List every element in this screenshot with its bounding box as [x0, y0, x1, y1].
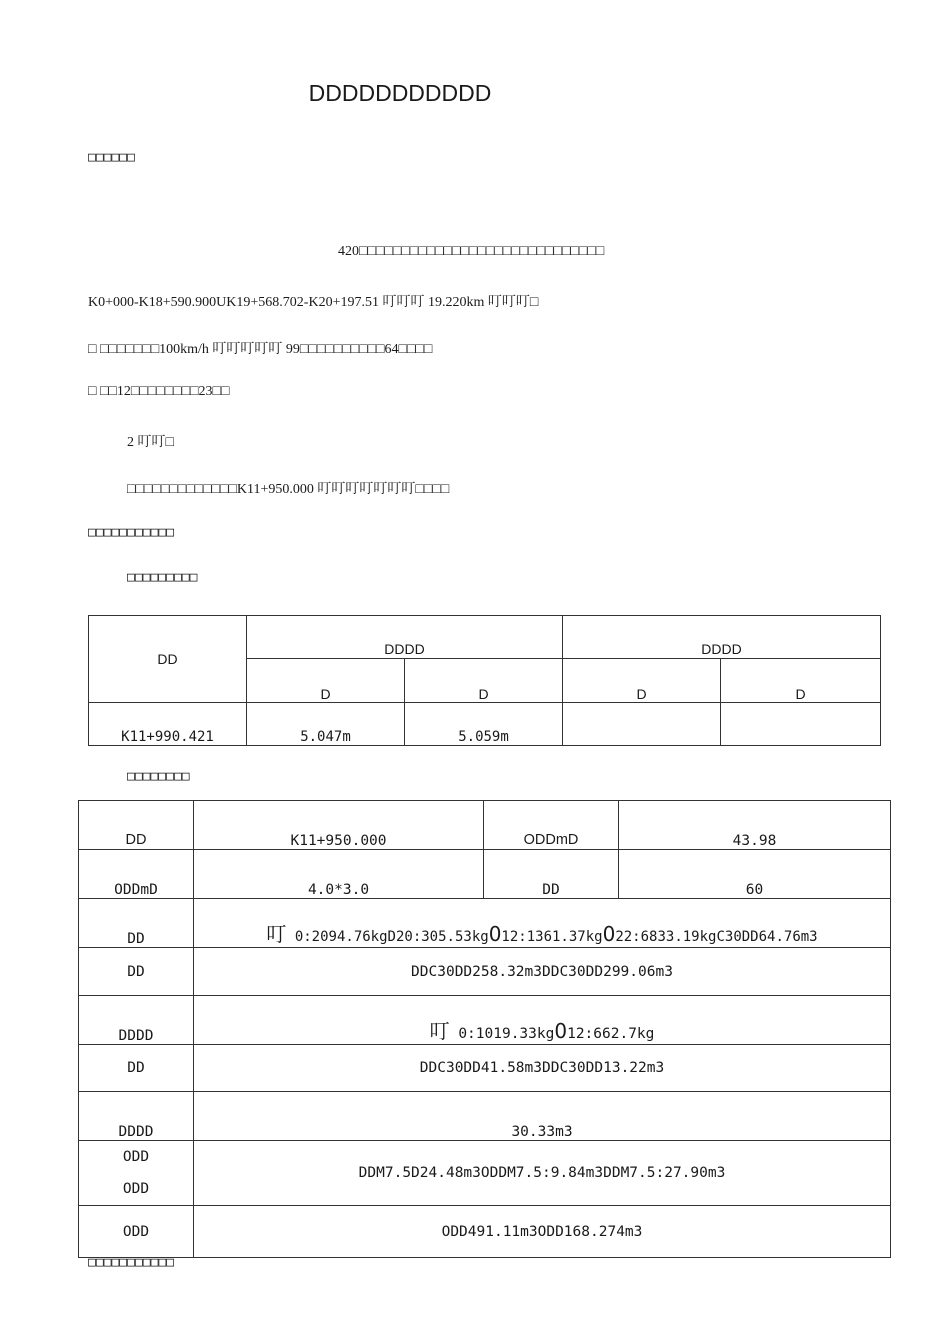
table-row — [79, 899, 891, 948]
t2-label: DD — [484, 850, 619, 899]
table1-cell — [563, 703, 721, 746]
elevation-table — [88, 615, 881, 746]
t2-value-part: 12:1361.37kg — [501, 929, 603, 945]
quantities-table — [78, 800, 891, 1258]
table-row — [79, 1045, 891, 1092]
paragraph-5: 2 叮叮□ — [127, 435, 174, 450]
t2-value: DDC30DD258.32m3DDC30DD299.06m3 — [194, 948, 891, 996]
t2-label: ODDmD — [484, 801, 619, 850]
paragraph-4: □ □□12□□□□□□□□23□□ — [88, 384, 230, 399]
t2-label-line: ODD — [122, 1149, 150, 1165]
table-row — [79, 948, 891, 996]
t2-value: 30.33m3 — [194, 1092, 891, 1141]
table1-header-group2: DDDD — [563, 616, 881, 659]
table-row — [79, 801, 891, 850]
t2-label: DDDD — [79, 996, 194, 1045]
t2-value-part: 0:2094.76kgD20:305.53kg — [294, 929, 489, 945]
footer-heading: □□□□□□□□□□□ — [88, 1255, 175, 1270]
table1-caption: □□□□□□□□□ — [127, 570, 198, 585]
t2-label-line: ODD — [122, 1181, 150, 1197]
table-row — [79, 850, 891, 899]
table1-cell: K11+990.421 — [89, 703, 247, 746]
paragraph-1: 420□□□□□□□□□□□□□□□□□□□□□□□□□□□□□ — [338, 244, 605, 259]
t2-label: DD — [79, 899, 194, 948]
glyph-mark: 0 — [554, 1019, 568, 1043]
t2-value-part: 12:662.7kg — [567, 1026, 655, 1042]
section-heading: □□□□□□ — [88, 150, 135, 165]
t2-value: 4.0*3.0 — [194, 850, 484, 899]
t2-label — [79, 1141, 194, 1206]
t2-value-part: 22:6833.19kgC30DD64.76m3 — [615, 929, 818, 945]
t2-label: DD — [79, 801, 194, 850]
t2-value: 60 — [619, 850, 891, 899]
table-row — [89, 703, 881, 746]
t2-value — [194, 899, 891, 948]
t2-label: ODDmD — [79, 850, 194, 899]
t2-value: DDM7.5D24.48m3ODDM7.5:9.84m3DDM7.5:27.90m3 — [194, 1141, 891, 1206]
table-row — [79, 996, 891, 1045]
table1-cell: 5.059m — [405, 703, 563, 746]
table1-cell: 5.047m — [247, 703, 405, 746]
table1-header-station: DD — [89, 616, 247, 703]
table1-subheader: D — [405, 659, 563, 703]
glyph-mark: 0 — [488, 922, 502, 946]
t2-value: 43.98 — [619, 801, 891, 850]
t2-value: K11+950.000 — [194, 801, 484, 850]
t2-value: DDC30DD41.58m3DDC30DD13.22m3 — [194, 1045, 891, 1092]
table1-subheader: D — [563, 659, 721, 703]
table-row — [79, 1206, 891, 1258]
paragraph-6: □□□□□□□□□□□□□K11+950.000 叮叮叮叮叮叮叮□□□□ — [127, 482, 450, 497]
table-row — [79, 1141, 891, 1206]
t2-label: DD — [79, 948, 194, 996]
t2-value — [194, 996, 891, 1045]
glyph-mark: 叮 — [266, 922, 287, 946]
glyph-mark: 0 — [602, 922, 616, 946]
table1-cell — [721, 703, 881, 746]
paragraph-3: □ □□□□□□□100km/h 叮叮叮叮叮 99□□□□□□□□□□64□□□□ — [88, 342, 433, 357]
table2-caption: □□□□□□□□ — [127, 769, 190, 784]
section-heading-2: □□□□□□□□□□□ — [88, 525, 175, 540]
t2-value: ODD491.11m3ODD168.274m3 — [194, 1206, 891, 1258]
table1-subheader: D — [721, 659, 881, 703]
table1-subheader: D — [247, 659, 405, 703]
t2-label: ODD — [79, 1206, 194, 1258]
document-title: DDDDDDDDDDD — [308, 80, 492, 106]
t2-label: DDDD — [79, 1092, 194, 1141]
glyph-mark: 叮 — [429, 1019, 450, 1043]
t2-value-part: 0:1019.33kg — [458, 1026, 555, 1042]
table-row — [79, 1092, 891, 1141]
paragraph-2: K0+000-K18+590.900UK19+568.702-K20+197.51 叮叮叮 19.220km 叮叮叮□ — [88, 295, 539, 310]
t2-label: DD — [79, 1045, 194, 1092]
table1-header-group1: DDDD — [247, 616, 563, 659]
